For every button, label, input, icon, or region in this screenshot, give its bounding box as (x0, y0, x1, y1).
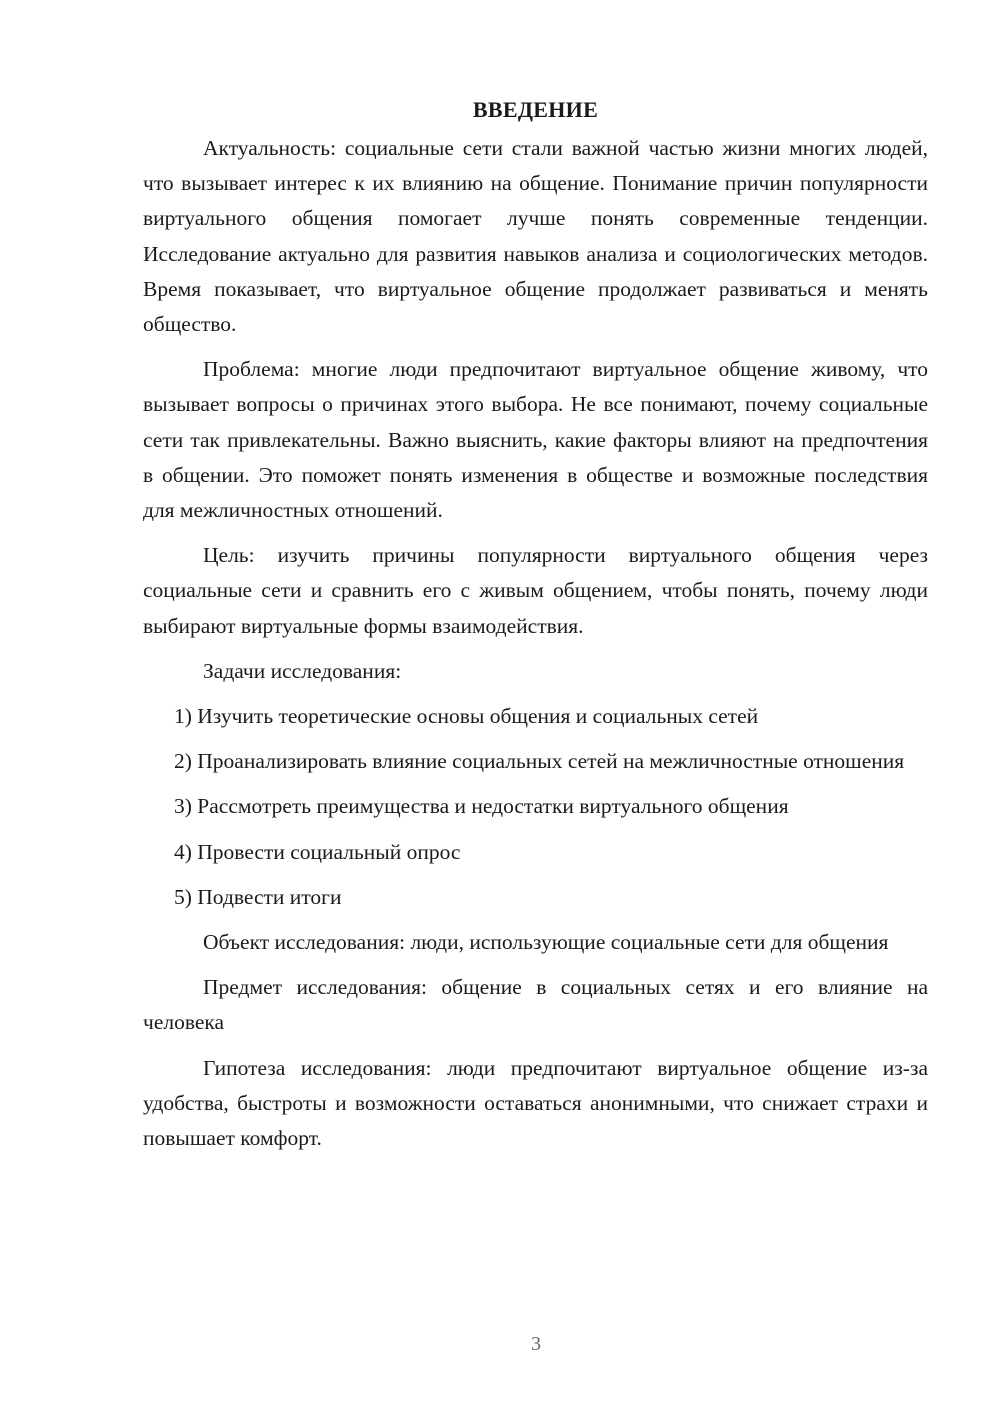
subject-paragraph: Предмет исследования: общение в социальных сетях и его влияние на человека (143, 975, 928, 1035)
problem-paragraph: Проблема: многие люди предпочитают виртуальное общение живому, что вызывает вопросы о причинах этого выбора. Не все понимают, почему социальные сети так привлекательны. Важно выяснить, какие факторы влияют на предпочтения в общении. Это поможет понять изменения в обществе и возможные последствия для межличностных отношений. (143, 357, 928, 523)
task-item-1: 1) Изучить теоретические основы общения и социальных сетей (174, 704, 759, 729)
task-item-3: 3) Рассмотреть преимущества и недостатки виртуального общения (174, 794, 789, 819)
tasks-heading: Задачи исследования: (203, 658, 402, 683)
task-item-2: 2) Проанализировать влияние социальных сетей на межличностные отношения (174, 749, 905, 774)
goal-paragraph: Цель: изучить причины популярности виртуального общения через социальные сети и сравнить его с живым общением, чтобы понять, почему люди выбирают виртуальные формы взаимодействия. (143, 543, 928, 638)
relevance-paragraph: Актуальность: социальные сети стали важной частью жизни многих людей, что вызывает интерес к их влиянию на общение. Понимание причин популярности виртуального общения помогает лучше понять современные тенденции. Исследование актуально для развития навыков анализа и социологических методов. Время показывает, что виртуальное общение продолжает развиваться и менять общество. (143, 136, 928, 337)
document-page (143, 92, 928, 1166)
object-paragraph: Объект исследования: люди, использующие социальные сети для общения (203, 930, 889, 955)
page-number: 3 (531, 1333, 541, 1355)
hypothesis-paragraph: Гипотеза исследования: люди предпочитают виртуальное общение из-за удобства, быстроты и возможности оставаться анонимными, что снижает страхи и повышает комфорт. (143, 1055, 928, 1151)
task-item-4: 4) Провести социальный опрос (174, 839, 461, 864)
task-item-5: 5) Подвести итоги (174, 884, 342, 909)
page-title: ВВЕДЕНИЕ (472, 97, 599, 122)
